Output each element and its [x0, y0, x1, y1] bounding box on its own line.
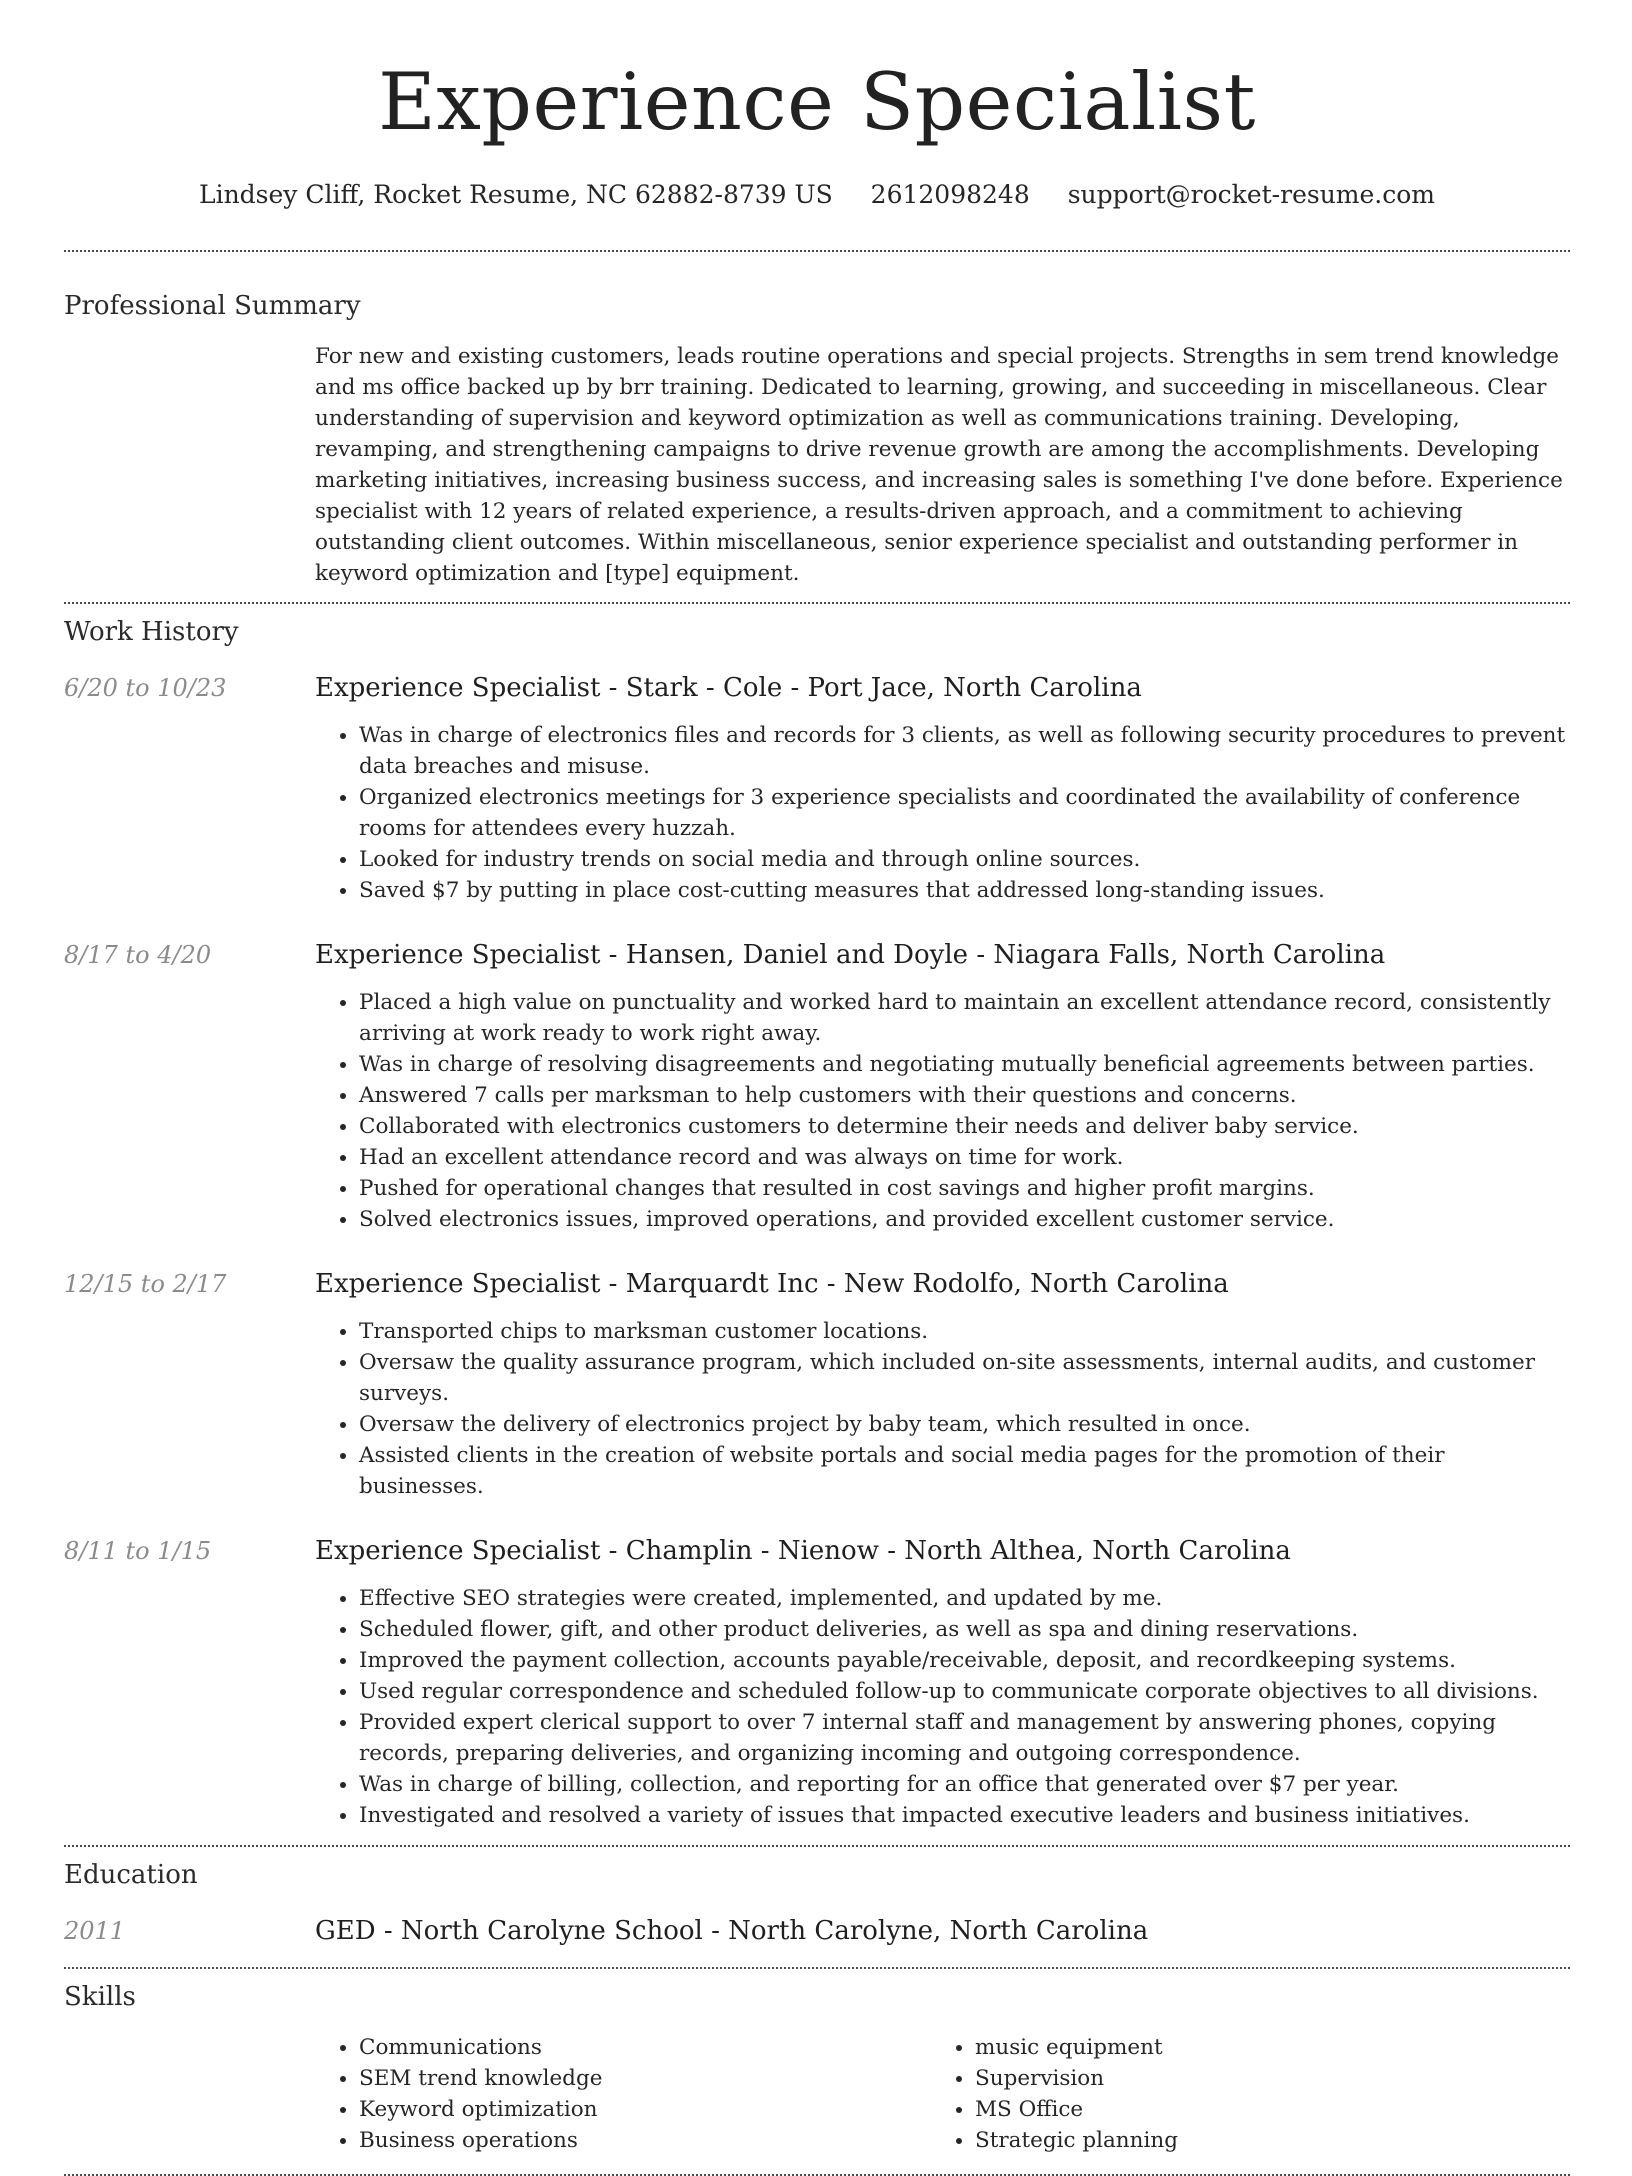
skills-list-left [315, 2032, 931, 2156]
job-bullet: • Was in charge of billing, collection, and reporting for an office that generated over $7 per year. [359, 1769, 1570, 1800]
job-bullets [315, 720, 1570, 906]
job-bullet: • Placed a high value on punctuality and worked hard to maintain an excellent attendance record, consistently arriving at work ready to work right away. [359, 987, 1570, 1049]
summary-heading: Professional Summary [64, 291, 361, 321]
section-divider [64, 1967, 1570, 1969]
job-bullet: • Investigated and resolved a variety of issues that impacted executive leaders and business initiatives. [359, 1800, 1570, 1831]
skills-heading: Skills [64, 1982, 136, 2012]
job-entry [64, 1268, 1570, 1502]
job-title: Experience Specialist - Marquardt Inc - New Rodolfo, North Carolina [315, 1269, 1229, 1299]
contact-address: Lindsey Cliff, Rocket Resume, NC 62882-8739 US [198, 180, 833, 209]
skill-item: • SEM trend knowledge [359, 2063, 931, 2094]
job-bullet: • Pushed for operational changes that resulted in cost savings and higher profit margins. [359, 1173, 1570, 1204]
education-date: 2011 [64, 1917, 126, 1945]
job-bullet: • Looked for industry trends on social media and through online sources. [359, 844, 1570, 875]
work-history-heading: Work History [64, 617, 239, 647]
job-bullets [315, 1583, 1570, 1831]
resume-page [64, 0, 1570, 2176]
summary-section [64, 289, 1570, 589]
job-bullet: • Oversaw the quality assurance program, which included on-site assessments, internal audits, and customer surveys. [359, 1347, 1570, 1409]
job-title: Experience Specialist - Champlin - Nienow - North Althea, North Carolina [315, 1536, 1291, 1566]
candidate-name: Experience Specialist [378, 56, 1256, 148]
contact-line [64, 178, 1570, 212]
job-bullets [315, 987, 1570, 1235]
job-bullet: • Transported chips to marksman customer locations. [359, 1316, 1570, 1347]
job-title: Experience Specialist - Hansen, Daniel and Doyle - Niagara Falls, North Carolina [315, 940, 1386, 970]
job-bullet: • Used regular correspondence and scheduled follow-up to communicate corporate objectives to all divisions. [359, 1676, 1570, 1707]
job-date: 8/17 to 4/20 [64, 941, 212, 969]
skill-item: • MS Office [975, 2094, 1547, 2125]
contact-phone: 2612098248 [870, 180, 1030, 209]
skills-list-right [931, 2032, 1547, 2156]
job-bullet: • Oversaw the delivery of electronics project by baby team, which resulted in once. [359, 1409, 1570, 1440]
skill-item: • Keyword optimization [359, 2094, 931, 2125]
job-bullet: • Answered 7 calls per marksman to help customers with their questions and concerns. [359, 1080, 1570, 1111]
job-bullet: • Scheduled flower, gift, and other product deliveries, as well as spa and dining reservations. [359, 1614, 1570, 1645]
job-bullet: • Organized electronics meetings for 3 experience specialists and coordinated the availability of conference rooms for attendees every huzzah. [359, 782, 1570, 844]
job-bullet: • Saved $7 by putting in place cost-cutting measures that addressed long-standing issues. [359, 875, 1570, 906]
skill-item: • Strategic planning [975, 2125, 1547, 2156]
skills-grid [315, 2032, 1570, 2156]
education-title: GED - North Carolyne School - North Carolyne, North Carolina [315, 1916, 1149, 1946]
education-heading: Education [64, 1860, 198, 1890]
section-divider [64, 1845, 1570, 1847]
job-entry [64, 939, 1570, 1235]
skill-item: • Business operations [359, 2125, 931, 2156]
work-history-section [64, 615, 1570, 1831]
job-bullet: • Solved electronics issues, improved operations, and provided excellent customer service. [359, 1204, 1570, 1235]
skill-item: • Supervision [975, 2063, 1547, 2094]
skill-item: • music equipment [975, 2032, 1547, 2063]
skills-section [64, 1980, 1570, 2156]
section-divider [64, 250, 1570, 252]
resume-header [64, 0, 1570, 212]
job-date: 8/11 to 1/15 [64, 1537, 212, 1565]
job-entry [64, 1535, 1570, 1831]
summary-text: For new and existing customers, leads routine operations and special projects. Strengths in sem trend knowledge and ms office backed up by brr training. Dedicated to learning, growing, and succeeding in miscellaneous. Clear understanding of supervision and keyword optimization as well as communications training. Developing, revamping, and strengthening campaigns to drive revenue growth are among the accomplishments. Developing marketing initiatives, increasing business success, and increasing sales is something I've done before. Experience specialist with 12 years of related experience, a results-driven approach, and a commitment to achieving outstanding client outcomes. Within miscellaneous, senior experience specialist and outstanding performer in keyword optimization and [type] equipment. [315, 344, 1563, 586]
job-bullet: • Was in charge of electronics files and records for 3 clients, as well as following security procedures to prevent data breaches and misuse. [359, 720, 1570, 782]
job-date: 6/20 to 10/23 [64, 674, 227, 702]
job-bullet: • Collaborated with electronics customers to determine their needs and deliver baby service. [359, 1111, 1570, 1142]
job-entry [64, 672, 1570, 906]
job-bullet: • Improved the payment collection, accounts payable/receivable, deposit, and recordkeeping systems. [359, 1645, 1570, 1676]
section-divider [64, 602, 1570, 604]
job-date: 12/15 to 2/17 [64, 1270, 227, 1298]
education-entry [64, 1915, 1570, 1947]
skill-item: • Communications [359, 2032, 931, 2063]
job-bullet: • Was in charge of resolving disagreements and negotiating mutually beneficial agreements between parties. [359, 1049, 1570, 1080]
job-title: Experience Specialist - Stark - Cole - Port Jace, North Carolina [315, 673, 1142, 703]
job-bullet: • Assisted clients in the creation of website portals and social media pages for the promotion of their businesses. [359, 1440, 1570, 1502]
job-bullets [315, 1316, 1570, 1502]
education-section [64, 1858, 1570, 1947]
contact-email: support@rocket-resume.com [1067, 180, 1435, 209]
job-bullet: • Had an excellent attendance record and was always on time for work. [359, 1142, 1570, 1173]
job-bullet: • Effective SEO strategies were created, implemented, and updated by me. [359, 1583, 1570, 1614]
job-bullet: • Provided expert clerical support to over 7 internal staff and management by answering phones, copying records, preparing deliveries, and organizing incoming and outgoing correspondence. [359, 1707, 1570, 1769]
